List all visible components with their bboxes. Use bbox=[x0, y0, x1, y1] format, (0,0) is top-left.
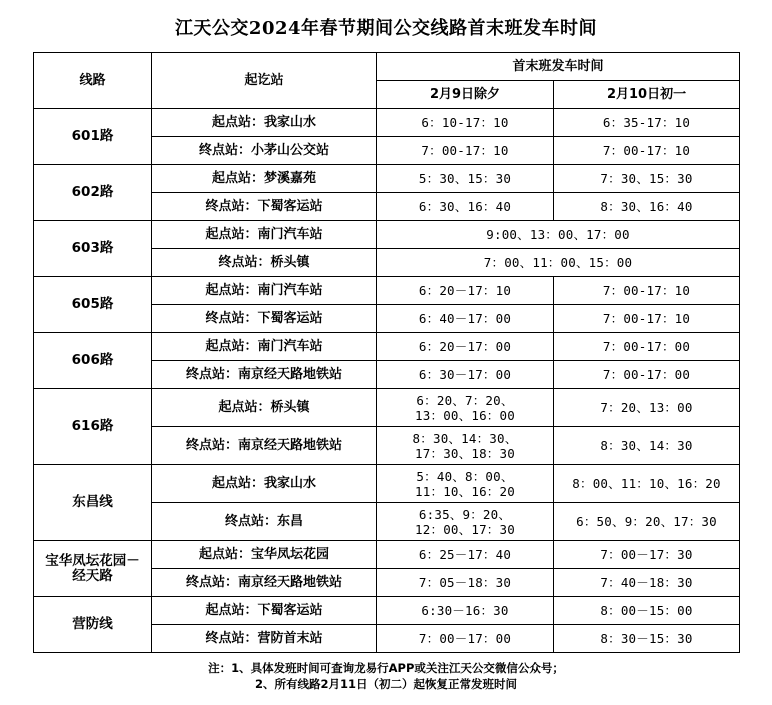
page-title: 江天公交2024年春节期间公交线路首末班发车时间 bbox=[174, 18, 598, 39]
time-day2: 6：50、9：20、17：30 bbox=[554, 503, 740, 541]
time-line: 8：30、14：30、 bbox=[412, 430, 518, 446]
station-cell: 起点站：梦溪嘉苑 bbox=[152, 165, 377, 193]
time-day2: 7：30、15：30 bbox=[554, 165, 740, 193]
time-day1: 6：20－17：10 bbox=[377, 277, 554, 305]
time-day1: 6：30、16：40 bbox=[377, 193, 554, 221]
route-name: 605路 bbox=[34, 277, 152, 333]
time-day2: 8：00－15：00 bbox=[554, 597, 740, 625]
table-row bbox=[34, 389, 740, 427]
time-day2: 7：00－17：30 bbox=[554, 541, 740, 569]
time-day1: 6:30－16：30 bbox=[377, 597, 554, 625]
station-cell: 起点站：南门汽车站 bbox=[152, 333, 377, 361]
time-day2: 7：00-17：10 bbox=[554, 137, 740, 165]
time-both-days: 7：00、11：00、15：00 bbox=[377, 249, 740, 277]
time-line: 6:35、9：20、 bbox=[418, 506, 512, 522]
day1-header: 2月9日除夕 bbox=[377, 81, 554, 109]
table-row bbox=[34, 165, 740, 193]
time-day2: 8：00、11：10、16：20 bbox=[554, 465, 740, 503]
station-cell: 终点站：桥头镇 bbox=[152, 249, 377, 277]
time-day1 bbox=[377, 503, 554, 541]
station-cell: 起点站：我家山水 bbox=[152, 109, 377, 137]
table-row bbox=[34, 333, 740, 361]
time-day1: 5：30、15：30 bbox=[377, 165, 554, 193]
footnote-line: 2、所有线路2月11日（初二）起恢复正常发班时间 bbox=[254, 677, 517, 691]
station-cell: 终点站：下蜀客运站 bbox=[152, 193, 377, 221]
time-day2: 6：35-17：10 bbox=[554, 109, 740, 137]
route-name: 603路 bbox=[34, 221, 152, 277]
time-day1 bbox=[377, 465, 554, 503]
time-day1 bbox=[377, 389, 554, 427]
time-line: 13：00、16：00 bbox=[415, 407, 515, 423]
route-name: 606路 bbox=[34, 333, 152, 389]
time-day1 bbox=[377, 427, 554, 465]
station-cell: 起点站：桥头镇 bbox=[152, 389, 377, 427]
station-cell: 起点站：南门汽车站 bbox=[152, 277, 377, 305]
schedule-table bbox=[33, 52, 740, 653]
time-day2: 7：00-17：00 bbox=[554, 361, 740, 389]
station-cell: 终点站：南京经天路地铁站 bbox=[152, 427, 377, 465]
time-day2: 7：00-17：10 bbox=[554, 305, 740, 333]
route-name: 602路 bbox=[34, 165, 152, 221]
time-line: 11：10、16：20 bbox=[415, 483, 515, 499]
route-name bbox=[34, 541, 152, 597]
time-day2: 7：00-17：10 bbox=[554, 277, 740, 305]
table-row bbox=[34, 109, 740, 137]
station-cell: 起点站：下蜀客运站 bbox=[152, 597, 377, 625]
time-day2: 7：20、13：00 bbox=[554, 389, 740, 427]
time-day2: 7：40－18：30 bbox=[554, 569, 740, 597]
station-cell: 终点站：东昌 bbox=[152, 503, 377, 541]
time-line: 17：30、18：30 bbox=[415, 445, 515, 461]
station-cell: 起点站：宝华凤坛花园 bbox=[152, 541, 377, 569]
station-cell: 终点站：小茅山公交站 bbox=[152, 137, 377, 165]
time-day1: 6：20－17：00 bbox=[377, 333, 554, 361]
time-day1: 7：00-17：10 bbox=[377, 137, 554, 165]
time-day1: 6：30－17：00 bbox=[377, 361, 554, 389]
day2-header: 2月10日初一 bbox=[554, 81, 740, 109]
station-cell: 终点站：南京经天路地铁站 bbox=[152, 361, 377, 389]
table-row bbox=[34, 465, 740, 503]
station-cell: 终点站：南京经天路地铁站 bbox=[152, 569, 377, 597]
station-cell: 终点站：下蜀客运站 bbox=[152, 305, 377, 333]
route-name: 营防线 bbox=[34, 597, 152, 653]
route-header: 线路 bbox=[34, 53, 152, 109]
time-day2: 7：00-17：00 bbox=[554, 333, 740, 361]
footnote-line: 注：1、具体发班时间可查询龙易行APP或关注江天公交微信公众号； bbox=[208, 661, 564, 675]
time-both-days: 9:00、13：00、17：00 bbox=[377, 221, 740, 249]
route-name-line: 经天路 bbox=[72, 567, 113, 584]
station-cell: 起点站：我家山水 bbox=[152, 465, 377, 503]
time-day2: 8：30、16：40 bbox=[554, 193, 740, 221]
time-day2: 8：30－15：30 bbox=[554, 625, 740, 653]
header-row bbox=[34, 53, 740, 81]
route-name: 东昌线 bbox=[34, 465, 152, 541]
time-day1: 7：05－18：30 bbox=[377, 569, 554, 597]
schedule-header: 首末班发车时间 bbox=[377, 53, 740, 81]
stations-header: 起讫站 bbox=[152, 53, 377, 109]
route-name: 616路 bbox=[34, 389, 152, 465]
route-name-line: 宝华凤坛花园－ bbox=[45, 552, 140, 569]
table-row bbox=[34, 277, 740, 305]
station-cell: 起点站：南门汽车站 bbox=[152, 221, 377, 249]
table-row bbox=[34, 597, 740, 625]
station-cell: 终点站：营防首末站 bbox=[152, 625, 377, 653]
time-day1: 6：40－17：00 bbox=[377, 305, 554, 333]
table-row bbox=[34, 541, 740, 569]
time-day1: 7：00－17：00 bbox=[377, 625, 554, 653]
time-day2: 8：30、14：30 bbox=[554, 427, 740, 465]
time-line: 5：40、8：00、 bbox=[416, 468, 514, 484]
footnote bbox=[0, 660, 772, 692]
time-day1: 6：25－17：40 bbox=[377, 541, 554, 569]
time-day1: 6：10-17：10 bbox=[377, 109, 554, 137]
route-name: 601路 bbox=[34, 109, 152, 165]
time-line: 12：00、17：30 bbox=[415, 521, 515, 537]
time-line: 6：20、7：20、 bbox=[416, 392, 514, 408]
table-row bbox=[34, 221, 740, 249]
